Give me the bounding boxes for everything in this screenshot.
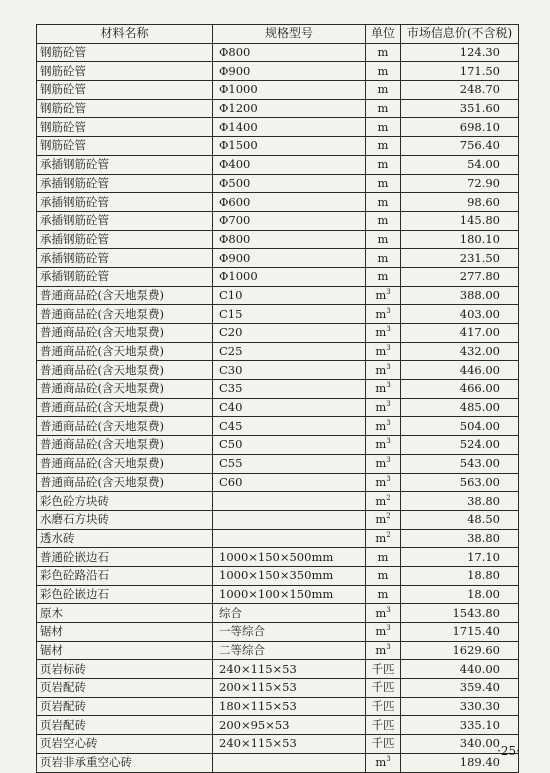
spec-cell: Φ1200 [213, 99, 366, 118]
price-cell: 98.60 [401, 193, 519, 212]
unit-exponent: 3 [386, 755, 391, 764]
material-name-cell: 钢筋砼管 [37, 137, 213, 156]
spec-cell: 二等综合 [213, 641, 366, 660]
price-cell: 18.80 [401, 566, 519, 585]
unit-cell [366, 267, 401, 286]
table-row [37, 454, 519, 473]
unit-cell [366, 174, 401, 193]
table-row [37, 249, 519, 268]
price-cell: 340.00 [401, 735, 519, 754]
unit-text: m [377, 194, 389, 209]
spec-cell: C40 [213, 398, 366, 417]
table-row [37, 697, 519, 716]
table-row [37, 417, 519, 436]
price-cell: 403.00 [401, 305, 519, 324]
material-name-cell: 普通商品砼(含天地泵费) [37, 473, 213, 492]
unit-cell [366, 249, 401, 268]
unit-text: m [375, 287, 387, 302]
spec-cell [213, 510, 366, 529]
unit-text: m [375, 400, 387, 415]
table-row [37, 510, 519, 529]
unit-cell [366, 81, 401, 100]
spec-cell: Φ700 [213, 211, 366, 230]
price-cell: 504.00 [401, 417, 519, 436]
page-number: ·25· [497, 744, 520, 758]
spec-cell: C45 [213, 417, 366, 436]
material-name-cell: 承插钢筋砼管 [37, 193, 213, 212]
unit-cell [366, 155, 401, 174]
material-name-cell: 页岩非承重空心砖 [37, 753, 213, 772]
unit-cell [366, 735, 401, 754]
table-row [37, 81, 519, 100]
spec-cell: 综合 [213, 604, 366, 623]
material-name-cell: 锯材 [37, 641, 213, 660]
unit-text: 千匹 [371, 699, 395, 714]
table-row [37, 43, 519, 62]
unit-exponent: 3 [386, 288, 391, 297]
spec-cell: 240×115×53 [213, 735, 366, 754]
unit-cell [366, 753, 401, 772]
material-name-cell: 钢筋砼管 [37, 118, 213, 137]
price-cell: 756.40 [401, 137, 519, 156]
unit-text: 千匹 [371, 736, 395, 751]
table-row [37, 380, 519, 399]
material-name-cell: 页岩配砖 [37, 716, 213, 735]
unit-text: m [375, 362, 387, 377]
material-name-cell: 彩色砼路沿石 [37, 566, 213, 585]
spec-cell: Φ1000 [213, 267, 366, 286]
unit-exponent: 3 [386, 437, 391, 446]
price-cell: 277.80 [401, 267, 519, 286]
unit-cell [366, 604, 401, 623]
unit-exponent: 3 [386, 400, 391, 409]
unit-text: m [375, 605, 387, 620]
unit-text: m [377, 568, 389, 583]
material-name-cell: 透水砖 [37, 529, 213, 548]
price-cell: 145.80 [401, 211, 519, 230]
table-row [37, 118, 519, 137]
unit-text: m [377, 119, 389, 134]
table-row [37, 155, 519, 174]
unit-text: m [375, 437, 387, 452]
unit-exponent: 3 [386, 624, 391, 633]
unit-cell [366, 99, 401, 118]
table-row [37, 660, 519, 679]
material-name-cell: 承插钢筋砼管 [37, 230, 213, 249]
price-cell: 38.80 [401, 529, 519, 548]
unit-text: m [375, 643, 387, 658]
unit-cell [366, 660, 401, 679]
table-row [37, 679, 519, 698]
unit-text: m [375, 344, 387, 359]
unit-cell [366, 62, 401, 81]
spec-cell: Φ400 [213, 155, 366, 174]
price-cell: 171.50 [401, 62, 519, 81]
spec-cell: C15 [213, 305, 366, 324]
price-cell: 18.00 [401, 585, 519, 604]
spec-cell: C20 [213, 324, 366, 343]
spec-cell: 1000×100×150mm [213, 585, 366, 604]
unit-exponent: 3 [386, 306, 391, 315]
unit-text: m [377, 63, 389, 78]
material-name-cell: 普通商品砼(含天地泵费) [37, 286, 213, 305]
unit-text: m [375, 474, 387, 489]
unit-cell [366, 417, 401, 436]
material-name-cell: 水磨石方块砖 [37, 510, 213, 529]
unit-cell [366, 529, 401, 548]
unit-text: m [377, 45, 389, 60]
table-row [37, 716, 519, 735]
material-name-cell: 页岩配砖 [37, 679, 213, 698]
unit-text: m [375, 624, 387, 639]
table-row [37, 286, 519, 305]
price-cell: 446.00 [401, 361, 519, 380]
unit-exponent: 2 [386, 512, 391, 521]
material-name-cell: 承插钢筋砼管 [37, 155, 213, 174]
price-cell: 231.50 [401, 249, 519, 268]
price-cell: 543.00 [401, 454, 519, 473]
price-cell: 432.00 [401, 342, 519, 361]
unit-text: m [375, 456, 387, 471]
price-cell: 524.00 [401, 436, 519, 455]
unit-text: m [377, 101, 389, 116]
spec-cell: C25 [213, 342, 366, 361]
unit-text: m [375, 493, 387, 508]
price-cell: 180.10 [401, 230, 519, 249]
price-cell: 485.00 [401, 398, 519, 417]
spec-cell: 200×115×53 [213, 679, 366, 698]
material-name-cell: 钢筋砼管 [37, 81, 213, 100]
spec-cell: C10 [213, 286, 366, 305]
unit-cell [366, 211, 401, 230]
unit-cell [366, 193, 401, 212]
unit-text: m [375, 306, 387, 321]
table-row [37, 324, 519, 343]
table-row [37, 473, 519, 492]
table-row [37, 566, 519, 585]
material-name-cell: 普通商品砼(含天地泵费) [37, 454, 213, 473]
spec-cell: C35 [213, 380, 366, 399]
material-name-cell: 承插钢筋砼管 [37, 174, 213, 193]
unit-text: m [377, 586, 389, 601]
unit-text: m [375, 512, 387, 527]
unit-cell [366, 623, 401, 642]
unit-cell [366, 697, 401, 716]
spec-cell: Φ600 [213, 193, 366, 212]
table-row [37, 211, 519, 230]
unit-cell [366, 137, 401, 156]
price-table [36, 24, 519, 773]
table-row [37, 267, 519, 286]
price-cell: 54.00 [401, 155, 519, 174]
material-name-cell: 承插钢筋砼管 [37, 249, 213, 268]
price-cell: 351.60 [401, 99, 519, 118]
table-row [37, 753, 519, 772]
price-cell: 48.50 [401, 510, 519, 529]
spec-cell: 一等综合 [213, 623, 366, 642]
spec-cell: Φ500 [213, 174, 366, 193]
material-name-cell: 普通砼嵌边石 [37, 548, 213, 567]
unit-cell [366, 566, 401, 585]
table-row [37, 436, 519, 455]
table-row [37, 604, 519, 623]
unit-exponent: 3 [386, 381, 391, 390]
price-cell: 563.00 [401, 473, 519, 492]
unit-exponent: 3 [386, 475, 391, 484]
table-row [37, 623, 519, 642]
unit-cell [366, 473, 401, 492]
price-cell: 124.30 [401, 43, 519, 62]
table-row [37, 62, 519, 81]
price-cell: 17.10 [401, 548, 519, 567]
unit-exponent: 2 [386, 531, 391, 540]
unit-text: m [377, 175, 389, 190]
spec-cell: C50 [213, 436, 366, 455]
material-name-cell: 普通商品砼(含天地泵费) [37, 398, 213, 417]
spec-cell: Φ1000 [213, 81, 366, 100]
table-row [37, 735, 519, 754]
material-name-cell: 页岩配砖 [37, 697, 213, 716]
unit-cell [366, 324, 401, 343]
table-row [37, 99, 519, 118]
table-row [37, 361, 519, 380]
table-row [37, 193, 519, 212]
spec-cell: Φ800 [213, 43, 366, 62]
unit-cell [366, 641, 401, 660]
material-name-cell: 普通商品砼(含天地泵费) [37, 380, 213, 399]
unit-text: 千匹 [371, 661, 395, 676]
unit-exponent: 3 [386, 362, 391, 371]
unit-cell [366, 398, 401, 417]
unit-cell [366, 230, 401, 249]
table-row [37, 398, 519, 417]
table-row [37, 548, 519, 567]
unit-text: m [377, 549, 389, 564]
price-cell: 330.30 [401, 697, 519, 716]
unit-cell [366, 679, 401, 698]
price-cell: 1629.60 [401, 641, 519, 660]
material-name-cell: 普通商品砼(含天地泵费) [37, 305, 213, 324]
spec-cell: C30 [213, 361, 366, 380]
material-name-cell: 原木 [37, 604, 213, 623]
price-cell: 417.00 [401, 324, 519, 343]
unit-cell [366, 118, 401, 137]
unit-cell [366, 342, 401, 361]
unit-text: m [375, 530, 387, 545]
unit-cell [366, 510, 401, 529]
material-name-cell: 彩色砼嵌边石 [37, 585, 213, 604]
material-name-cell: 承插钢筋砼管 [37, 211, 213, 230]
material-name-cell: 彩色砼方块砖 [37, 492, 213, 511]
unit-cell [366, 436, 401, 455]
header-material-name: 材料名称 [37, 25, 213, 44]
unit-cell [366, 43, 401, 62]
header-price: 市场信息价(不含税) [401, 25, 519, 44]
material-name-cell: 钢筋砼管 [37, 62, 213, 81]
material-name-cell: 承插钢筋砼管 [37, 267, 213, 286]
spec-cell: Φ900 [213, 62, 366, 81]
table-row [37, 529, 519, 548]
table-row [37, 585, 519, 604]
header-row [37, 25, 519, 44]
material-name-cell: 页岩空心砖 [37, 735, 213, 754]
spec-cell: 180×115×53 [213, 697, 366, 716]
unit-exponent: 2 [386, 493, 391, 502]
spec-cell: C60 [213, 473, 366, 492]
header-spec: 规格型号 [213, 25, 366, 44]
unit-exponent: 3 [386, 456, 391, 465]
spec-cell [213, 753, 366, 772]
material-name-cell: 页岩标砖 [37, 660, 213, 679]
spec-cell: Φ900 [213, 249, 366, 268]
unit-text: m [375, 418, 387, 433]
unit-text: 千匹 [371, 717, 395, 732]
unit-cell [366, 361, 401, 380]
unit-cell [366, 454, 401, 473]
unit-cell [366, 305, 401, 324]
spec-cell: 240×115×53 [213, 660, 366, 679]
table-row [37, 641, 519, 660]
price-cell: 698.10 [401, 118, 519, 137]
unit-text: m [377, 157, 389, 172]
table-row [37, 342, 519, 361]
unit-exponent: 3 [386, 643, 391, 652]
material-name-cell: 锯材 [37, 623, 213, 642]
price-cell: 466.00 [401, 380, 519, 399]
unit-cell [366, 286, 401, 305]
unit-text: m [375, 325, 387, 340]
unit-text: m [375, 755, 387, 770]
price-cell: 248.70 [401, 81, 519, 100]
price-cell: 1715.40 [401, 623, 519, 642]
header-unit: 单位 [366, 25, 401, 44]
spec-cell [213, 492, 366, 511]
material-name-cell: 普通商品砼(含天地泵费) [37, 417, 213, 436]
price-cell: 189.40 [401, 753, 519, 772]
spec-cell: 1000×150×500mm [213, 548, 366, 567]
price-cell: 72.90 [401, 174, 519, 193]
material-name-cell: 钢筋砼管 [37, 99, 213, 118]
unit-cell [366, 548, 401, 567]
unit-text: m [377, 269, 389, 284]
unit-text: m [377, 250, 389, 265]
unit-text: m [377, 138, 389, 153]
spec-cell: 1000×150×350mm [213, 566, 366, 585]
unit-text: m [377, 82, 389, 97]
material-name-cell: 普通商品砼(含天地泵费) [37, 436, 213, 455]
unit-text: m [377, 213, 389, 228]
unit-cell [366, 492, 401, 511]
material-name-cell: 普通商品砼(含天地泵费) [37, 342, 213, 361]
material-name-cell: 普通商品砼(含天地泵费) [37, 324, 213, 343]
spec-cell [213, 529, 366, 548]
table-row [37, 492, 519, 511]
table-row [37, 174, 519, 193]
spec-cell: 200×95×53 [213, 716, 366, 735]
unit-exponent: 3 [386, 418, 391, 427]
table-row [37, 230, 519, 249]
price-cell: 1543.80 [401, 604, 519, 623]
material-name-cell: 普通商品砼(含天地泵费) [37, 361, 213, 380]
unit-text: 千匹 [371, 680, 395, 695]
material-name-cell: 钢筋砼管 [37, 43, 213, 62]
unit-cell [366, 585, 401, 604]
unit-exponent: 3 [386, 605, 391, 614]
unit-cell [366, 380, 401, 399]
unit-exponent: 3 [386, 344, 391, 353]
spec-cell: C55 [213, 454, 366, 473]
table-row [37, 137, 519, 156]
price-cell: 388.00 [401, 286, 519, 305]
unit-text: m [375, 381, 387, 396]
price-cell: 440.00 [401, 660, 519, 679]
table-row [37, 305, 519, 324]
spec-cell: Φ1500 [213, 137, 366, 156]
price-cell: 359.40 [401, 679, 519, 698]
price-cell: 38.80 [401, 492, 519, 511]
unit-exponent: 3 [386, 325, 391, 334]
spec-cell: Φ800 [213, 230, 366, 249]
unit-text: m [377, 231, 389, 246]
price-cell: 335.10 [401, 716, 519, 735]
spec-cell: Φ1400 [213, 118, 366, 137]
unit-cell [366, 716, 401, 735]
